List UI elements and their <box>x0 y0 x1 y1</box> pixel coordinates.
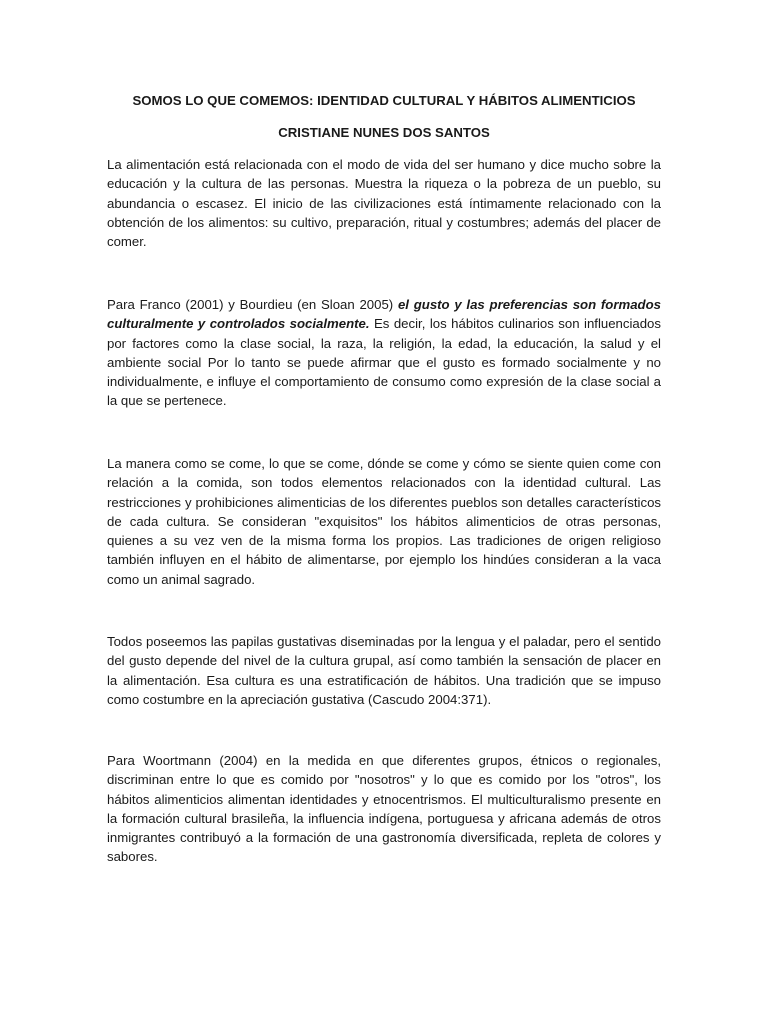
paragraph-4: Todos poseemos las papilas gustativas diseminadas por la lengua y el paladar, pero el sentido del gusto depende del nivel de la cultura grupal, así como también la sensación de placer en la alimentación. Esa cultura es una estratificación de hábitos. Una tradición que se impuso como costumbre en la apreciación gustativa (Cascudo 2004:371). <box>107 634 661 707</box>
paragraph-2 <box>107 295 661 411</box>
paragraph-2-lead: Para Franco (2001) y Bourdieu (en Sloan 2005) <box>107 297 398 312</box>
paragraph-5: Para Woortmann (2004) en la medida en que diferentes grupos, étnicos o regionales, discriminan entre lo que es comido por "nosotros" y lo que es comido por los "otros", los hábitos alimenticios alimentan identidades y etnocentrismos. El multiculturalismo presente en la formación cultural brasileña, la influencia indígena, portuguesa y africana además de otros inmigrantes contribuyó a la formación de una gastronomía diversificada, repleta de colores y sabores. <box>107 753 661 865</box>
paragraph-2-emphasis: el gusto y las preferencias son formados culturalmente y controlados socialmente. <box>107 297 661 332</box>
paragraph-3: La manera como se come, lo que se come, dónde se come y cómo se siente quien come con relación a la comida, son todos elementos relacionados con la identidad cultural. Las restricciones y prohibiciones alimenticias de los diferentes pueblos son detalles característicos de cada cultura. Se consideran "exquisitos" los hábitos alimenticios de otras personas, quienes a su vez ven de la misma forma los propios. Las tradiciones de origen religioso también influyen en el hábito de alimentarse, por ejemplo los hindúes consideran a la vaca como un animal sagrado. <box>107 456 661 587</box>
paragraph-1: La alimentación está relacionada con el modo de vida del ser humano y dice mucho sobre la educación y la cultura de las personas. Muestra la riqueza o la pobreza de un pueblo, su abundancia o escasez. El inicio de las civilizaciones está íntimamente relacionado con la obtención de los alimentos: su cultivo, preparación, ritual y costumbres; además del placer de comer. <box>107 157 661 250</box>
document-title: SOMOS LO QUE COMEMOS: IDENTIDAD CULTURAL Y HÁBITOS ALIMENTICIOS <box>132 93 636 108</box>
paragraph-2-rest: Es decir, los hábitos culinarios son influenciados por factores como la clase social, la raza, la religión, la edad, la educación, la salud y el ambiente social Por lo tanto se puede afirmar que el gusto es formado socialmente y no individualmente, e influye el comportamiento de consumo como expresión de la clase social a la que se pertenece. <box>107 316 661 409</box>
document-author: CRISTIANE NUNES DOS SANTOS <box>278 125 490 140</box>
